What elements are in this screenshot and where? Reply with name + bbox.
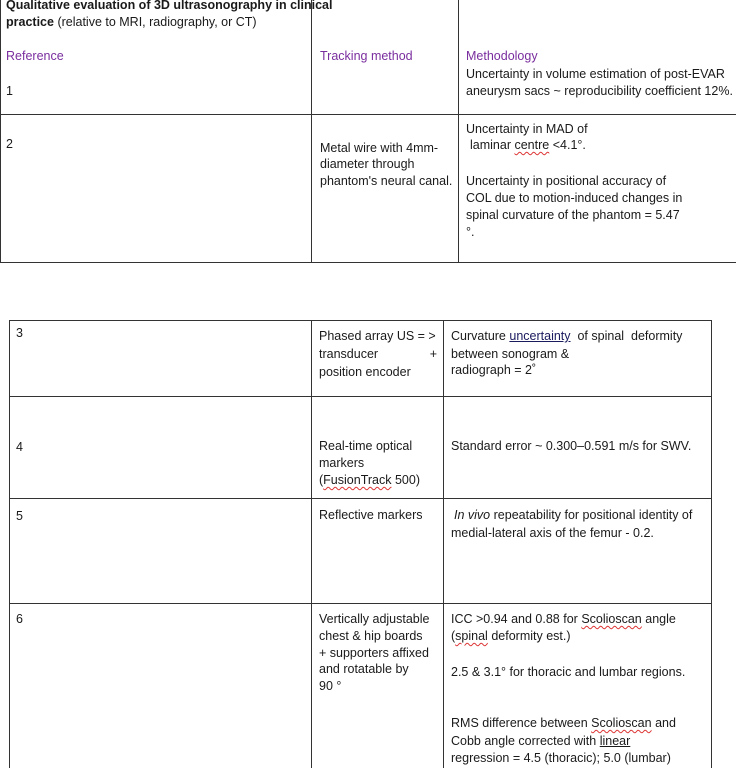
- table-border: [9, 320, 10, 768]
- row-divider: [9, 320, 712, 321]
- row3-tracking-line2: transducer +: [319, 347, 437, 361]
- row4-reference: 4: [16, 440, 23, 454]
- row4-tracking-line2: markers: [319, 456, 365, 470]
- row6-tracking-line2: chest & hip boards: [319, 629, 423, 643]
- column-divider: [458, 0, 459, 263]
- row6-tracking-line3: + supporters affixed: [319, 646, 429, 660]
- header-methodology: Methodology: [466, 49, 538, 63]
- row3-tracking-line3: position encoder: [319, 365, 411, 379]
- row5-reference: 5: [16, 509, 23, 523]
- row4-tracking-line1: Real-time optical: [319, 439, 413, 453]
- row2-methodology-b-line2: COL due to motion-induced changes in: [466, 191, 683, 205]
- row6-tracking-line1: Vertically adjustable: [319, 612, 430, 626]
- row6-methodology-b-line1: 2.5 & 3.1° for thoracic and lumbar regions.: [451, 665, 686, 679]
- row2-tracking-line3: phantom's neural canal.: [320, 174, 453, 188]
- table-title-line2: practice (relative to MRI, radiography, or CT): [6, 15, 257, 29]
- table-title-line1: Qualitative evaluation of 3D ultrasonography in clinical: [6, 0, 333, 12]
- row5-tracking-line1: Reflective markers: [319, 508, 423, 522]
- column-divider: [443, 320, 444, 768]
- row-divider: [0, 262, 736, 263]
- row6-methodology-c-line2: Cobb angle corrected with linear: [451, 734, 631, 748]
- row2-tracking-line2: diameter through: [320, 157, 415, 171]
- row6-methodology-c-line3: regression = 4.5 (thoracic); 5.0 (lumbar): [451, 751, 671, 765]
- row2-methodology-a-line1: Uncertainty in MAD of: [466, 122, 588, 136]
- row3-tracking-line1: Phased array US = >: [319, 329, 436, 343]
- row2-methodology-a-line2: laminar centre <4.1°.: [470, 138, 586, 152]
- row2-methodology-b-line1: Uncertainty in positional accuracy of: [466, 174, 667, 188]
- row1-reference: 1: [6, 84, 13, 98]
- table-border: [0, 0, 1, 263]
- row6-tracking-line5: 90 °: [319, 679, 342, 693]
- row5-methodology-line1: In vivo repeatability for positional identity of: [454, 508, 693, 522]
- row5-methodology-line2: medial-lateral axis of the femur - 0.2.: [451, 526, 654, 540]
- row3-methodology-line1: Curvature uncertainty of spinal deformity: [451, 329, 683, 343]
- row2-reference: 2: [6, 137, 13, 151]
- row2-tracking-line1: Metal wire with 4mm-: [320, 141, 439, 155]
- row6-methodology-a-line2: (spinal deformity est.): [451, 629, 571, 643]
- column-divider: [311, 0, 312, 263]
- row-divider: [9, 498, 712, 499]
- column-divider: [311, 320, 312, 768]
- row-divider: [9, 396, 712, 397]
- table-border: [711, 320, 712, 768]
- row1-methodology-line1: Uncertainty in volume estimation of post-EVAR: [466, 67, 725, 81]
- row2-methodology-b-line4: °.: [466, 225, 475, 239]
- row-divider: [0, 114, 736, 115]
- row6-tracking-line4: and rotatable by: [319, 662, 409, 676]
- row3-methodology-line2: between sonogram &: [451, 347, 570, 361]
- row2-methodology-b-line3: spinal curvature of the phantom = 5.47: [466, 208, 680, 222]
- row1-methodology-line2: aneurysm sacs ~ reproducibility coefficient 12%.: [466, 84, 733, 98]
- row-divider: [9, 603, 712, 604]
- header-reference: Reference: [6, 49, 64, 63]
- row6-reference: 6: [16, 612, 23, 626]
- row4-tracking-line3: (FusionTrack 500): [319, 473, 420, 487]
- row3-reference: 3: [16, 326, 23, 340]
- row6-methodology-a-line1: ICC >0.94 and 0.88 for Scolioscan angle: [451, 612, 676, 626]
- row4-methodology-line1: Standard error ~ 0.300–0.591 m/s for SWV.: [451, 439, 692, 453]
- header-tracking-method: Tracking method: [320, 49, 413, 63]
- row6-methodology-c-line1: RMS difference between Scolioscan and: [451, 716, 676, 730]
- row3-methodology-line3: radiograph = 2˚: [451, 363, 537, 377]
